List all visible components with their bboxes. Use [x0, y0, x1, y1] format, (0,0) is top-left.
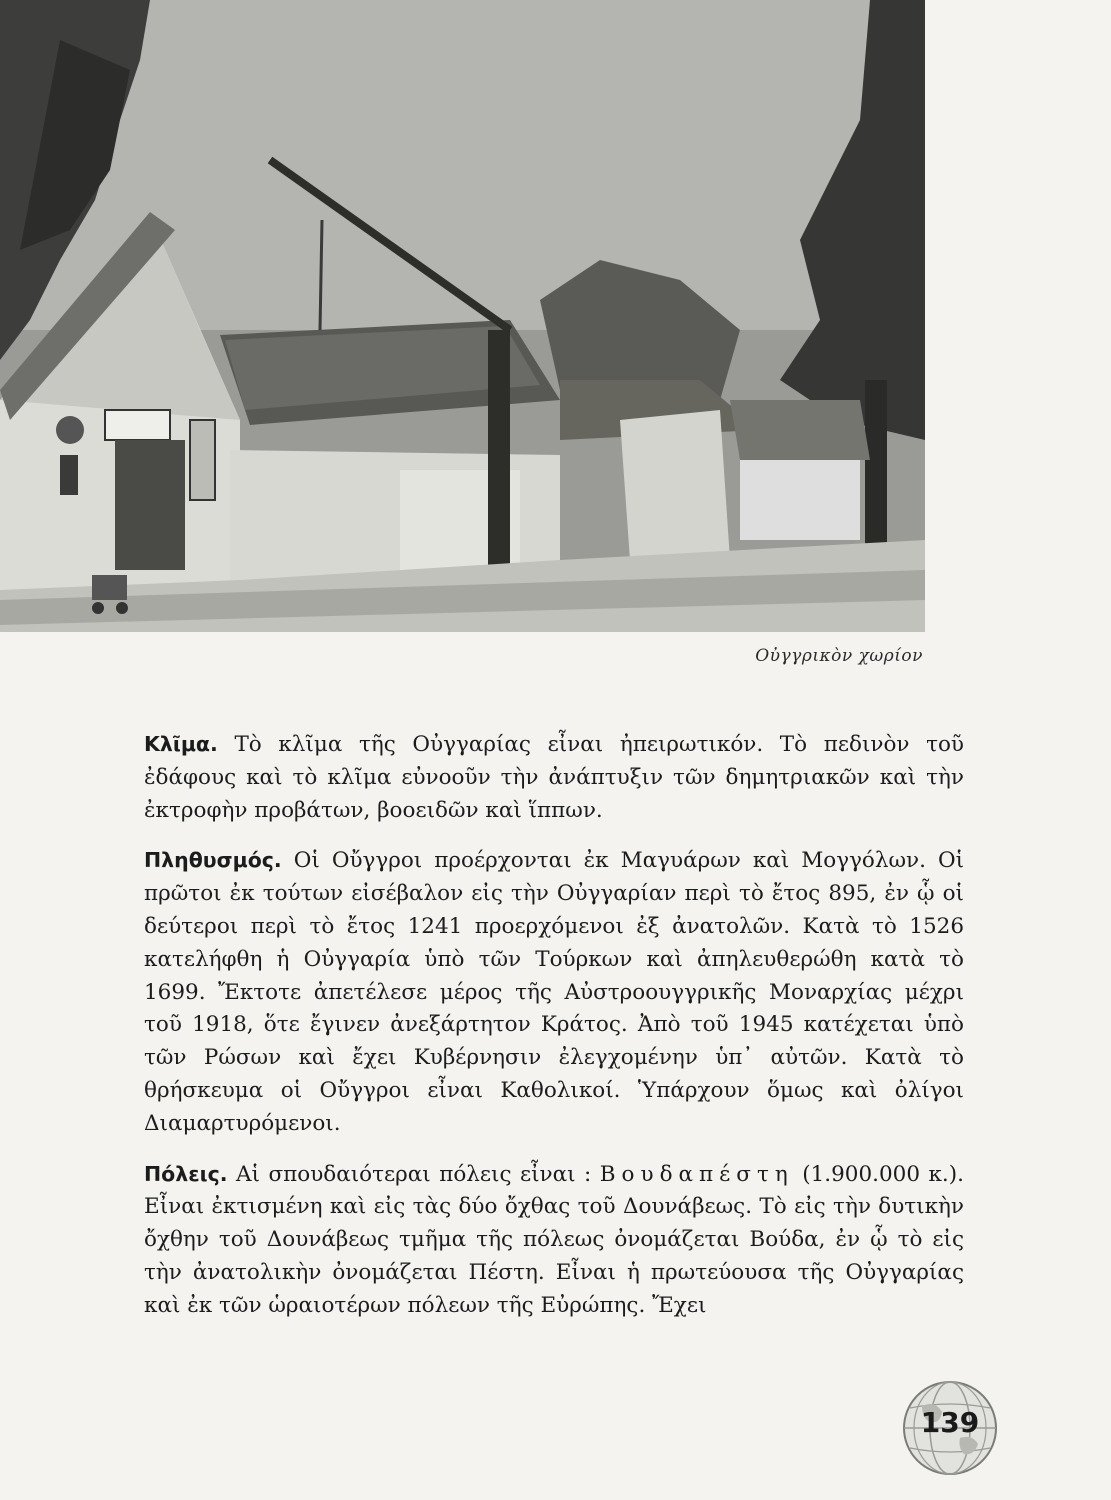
village-photo [0, 0, 925, 632]
heading-population: Πληθυσμός. [144, 848, 282, 873]
text-cities-rest: (1.900.000 κ.). Εἶναι ἐκτισμένη καὶ εἰς τὰς δύο ὄχθας τοῦ Δουνάβεως. Τὸ εἰς τὴν δυτικὴν ὄχθην τοῦ Δουνάβεως τμῆμα τῆς πόλεως ὀνομάζεται Βούδα, ἐν ᾧ τὸ εἰς τὴν ἀνατολικὴν ὀνομάζεται Πέστη. Εἶναι ἡ πρωτεύουσα τῆς Οὐγγαρίας καὶ ἐκ τῶν ὡραιοτέρων πόλεων τῆς Εὐρώπης. Ἔχει [144, 1161, 964, 1318]
paragraph-cities [144, 1158, 964, 1323]
heading-cities: Πόλεις. [144, 1161, 228, 1186]
paragraph-population [144, 844, 964, 1140]
text-body [144, 728, 964, 1340]
text-climate: Τὸ κλῖμα τῆς Οὐγγαρίας εἶναι ἠπειρωτικόν. Τὸ πεδινὸν τοῦ ἐδάφους καὶ τὸ κλῖμα εὐνοοῦν τὴν ἀνάπτυξιν τῶν δημητριακῶν καὶ τὴν ἐκτροφὴν προβάτων, βοοειδῶν καὶ ἵππων. [144, 732, 964, 823]
city-name-budapest: Βουδαπέστη [599, 1161, 794, 1187]
page-number: 139 [920, 1406, 980, 1439]
text-population: Οἱ Οὔγγροι προέρχονται ἐκ Μαγυάρων καὶ Μογγόλων. Οἱ πρῶτοι ἐκ τούτων εἰσέβαλον εἰς τὴν Οὐγγαρίαν περὶ τὸ ἔτος 895, ἐν ᾧ οἱ δεύτεροι περὶ τὸ ἔτος 1241 προερχόμενοι ἐξ ἀνατολῶν. Κατὰ τὸ 1526 κατελήφθη ἡ Οὐγγαρία ὑπὸ τῶν Τούρκων καὶ ἀπηλευθερώθη κατὰ τὸ 1699. Ἔκτοτε ἀπετέλεσε μέρος τῆς Αὐστροουγγρικῆς Μοναρχίας μέχρι τοῦ 1918, ὅτε ἔγινεν ἀνεξάρτητον Κράτος. Ἀπὸ τοῦ 1945 κατέχεται ὑπὸ τῶν Ρώσων καὶ ἔχει Κυβέρνησιν ἐλεγχομένην ὑπ᾽ αὐτῶν. Κατὰ τὸ θρήσκευμα οἱ Οὔγγροι εἶναι Καθολικοί. Ὑπάρχουν ὅμως καὶ ὀλίγοι Διαμαρτυρόμενοι. [144, 848, 964, 1136]
photo-caption: Οὐγγρικὸν χωρίον [755, 646, 923, 666]
text-cities-intro: Αἱ σπουδαιότεραι πόλεις εἶναι : [227, 1161, 600, 1187]
heading-climate: Κλῖμα. [144, 732, 218, 756]
paragraph-climate [144, 728, 964, 827]
page-number-badge [900, 1378, 1000, 1478]
